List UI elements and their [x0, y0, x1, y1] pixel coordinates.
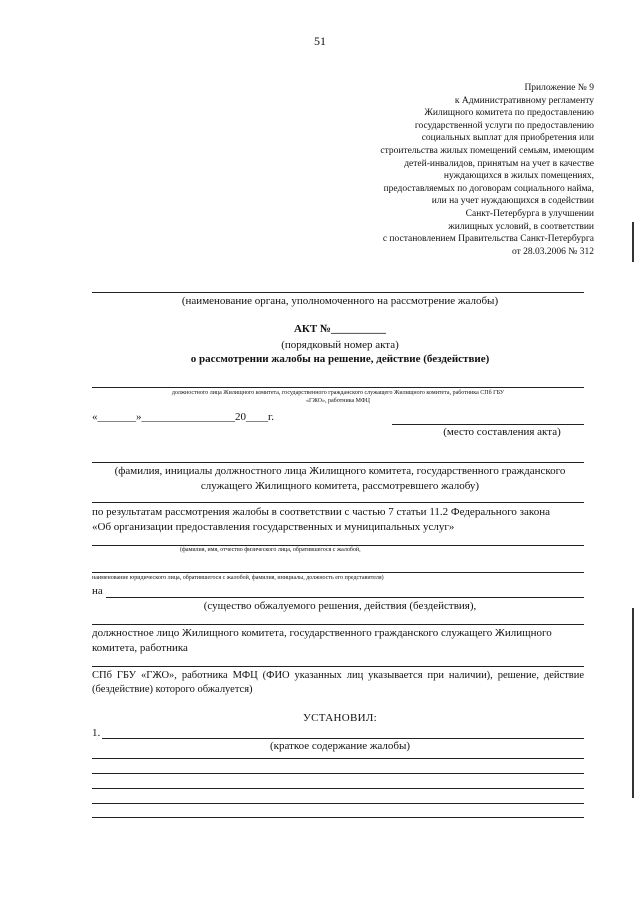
date-line: «_______»_________________20____г. — [92, 411, 275, 423]
official-caption-2: «ГЖО», работника МФЦ — [305, 398, 371, 404]
summary-caption: (краткое содержание жалобы) — [269, 740, 411, 752]
place-line — [392, 424, 584, 425]
blank-line-2 — [92, 773, 584, 774]
reviewer-line — [92, 462, 584, 463]
individual-caption: (фамилия, имя, отчество физического лица, обратившегося с жалобой, — [180, 547, 361, 553]
official-line-2: комитета, работника — [92, 642, 188, 654]
official-top-line — [92, 624, 584, 625]
summary-line-1 — [102, 738, 584, 739]
appendix-line: детей-инвалидов, принятым на учет в качестве — [404, 158, 594, 169]
subject-caption: (существо обжалуемого решения, действия (бездействия), — [203, 600, 477, 612]
organ-name-line — [92, 292, 584, 293]
legal-line — [92, 572, 584, 573]
reviewer-caption-1: (фамилия, инициалы должностного лица Жилищного комитета, государственного гражданского — [114, 465, 566, 477]
gzho-top-line — [92, 666, 584, 667]
appendix-line: предоставляемых по договорам социального найма, — [383, 183, 594, 194]
act-subject: о рассмотрении жалобы на решение, действие (бездействие) — [190, 353, 490, 365]
blank-line-1 — [92, 758, 584, 759]
results-line-1: по результатам рассмотрения жалобы в соответствии с частью 7 статьи 11.2 Федерального закона — [92, 506, 550, 518]
established-heading: УСТАНОВИЛ: — [303, 712, 377, 724]
reviewer-caption-2: служащего Жилищного комитета, рассмотревшего жалобу) — [200, 480, 480, 492]
results-top-line — [92, 502, 584, 503]
individual-line — [92, 545, 584, 546]
blank-line-5 — [92, 817, 584, 818]
subject-line — [106, 597, 584, 598]
appendix-line: или на учет нуждающихся в содействии — [431, 196, 594, 207]
appendix-line: государственной услуги по предоставлению — [414, 120, 594, 131]
appendix-line: от 28.03.2006 № 312 — [512, 246, 594, 257]
appendix-line: к Административному регламенту — [454, 95, 594, 106]
scan-edge-mark-lower — [632, 608, 634, 798]
official-caption-1: должностного лица Жилищного комитета, государственного гражданского служащего Жилищного комитета, работника СПб ГБУ — [171, 390, 505, 396]
official-line — [92, 387, 584, 388]
blank-line-4 — [92, 803, 584, 804]
appendix-line: нуждающихся в жилых помещениях, — [443, 171, 594, 182]
blank-line-3 — [92, 788, 584, 789]
act-number-caption: (порядковый номер акта) — [281, 339, 399, 351]
appendix-line: жилищных условий, в соответствии — [448, 221, 594, 232]
scan-edge-mark-upper — [632, 222, 634, 262]
item-number: 1. — [92, 727, 101, 739]
on-label: на — [92, 585, 103, 597]
official-line-1: должностное лицо Жилищного комитета, государственного гражданского служащего Жилищного — [92, 627, 552, 639]
appendix-line: с постановлением Правительства Санкт-Петербурга — [382, 234, 594, 245]
page-number: 51 — [314, 34, 326, 48]
legal-caption: наименование юридического лица, обратившегося с жалобой, фамилия, инициалы, должность его представителя) — [92, 575, 384, 581]
place-caption: (место составления акта) — [443, 426, 561, 438]
act-title: АКТ №__________ — [293, 323, 387, 335]
gzho-paragraph: СПб ГБУ «ГЖО», работника МФЦ (ФИО указанных лиц указывается при наличии), решение, действие (бездействие) которого обжалуется) — [92, 670, 584, 695]
appendix-line: социальных выплат для приобретения или — [421, 133, 594, 144]
appendix-line: Жилищного комитета по предоставлению — [424, 108, 594, 119]
results-line-2: «Об организации предоставления государственных и муниципальных услуг» — [92, 521, 455, 533]
appendix-header — [294, 82, 594, 258]
organ-caption: (наименование органа, уполномоченного на рассмотрение жалобы) — [181, 295, 499, 307]
appendix-line: Санкт-Петербурга в улучшении — [465, 208, 594, 219]
appendix-line: строительства жилых помещений семьям, имеющим — [380, 145, 594, 156]
appendix-line: Приложение № 9 — [524, 83, 594, 93]
